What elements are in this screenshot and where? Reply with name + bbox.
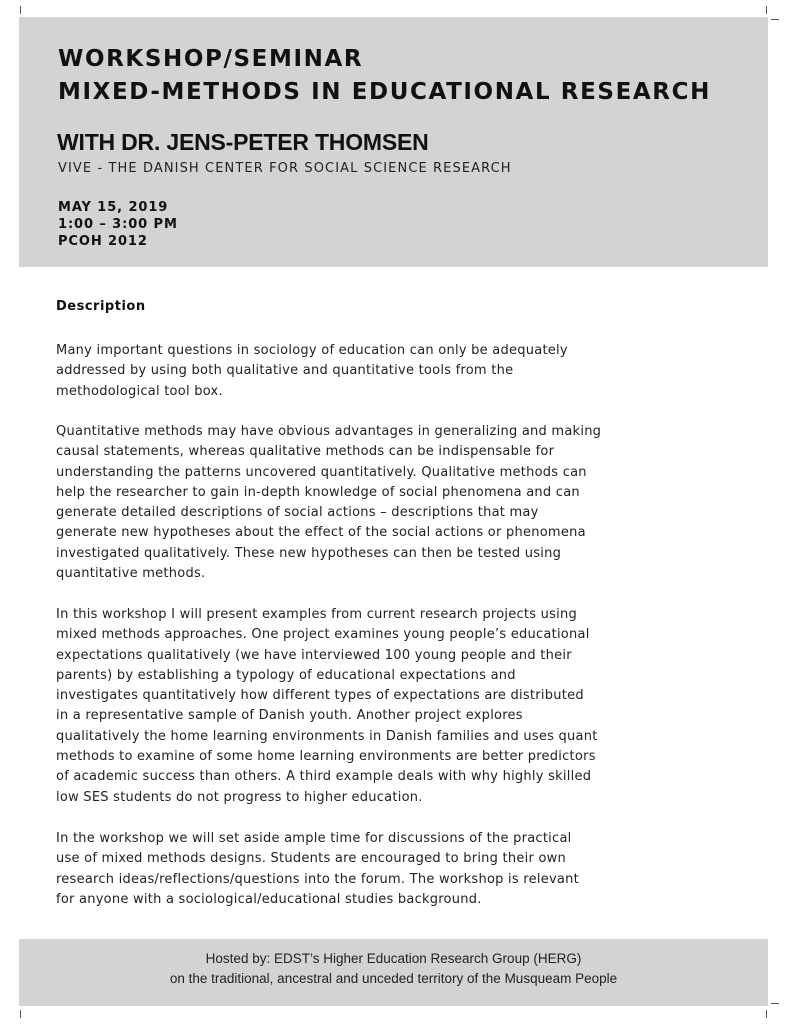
paragraph-line: Quantitative methods may have obvious advantages in generalizing and making [56, 424, 602, 439]
crop-mark-bottom-left [20, 1010, 21, 1018]
paragraph-line: understanding the patterns uncovered quantitatively. Qualitative methods can [56, 464, 587, 480]
paragraph-line: expectations qualitatively (we have interviewed 100 young people and their [56, 647, 572, 663]
paragraph-line: investigates quantitatively how different types of expectations are distributed [56, 688, 584, 704]
presenter-name: WITH DR. JENS-PETER THOMSEN [57, 129, 429, 155]
event-title [58, 43, 711, 109]
paragraph-line: parents) by establishing a typology of educational expectations and [56, 667, 516, 683]
paragraph-line: In this workshop I will present examples from current research projects using [56, 607, 578, 622]
description-heading: Description [56, 299, 146, 314]
description-paragraph-4 [56, 829, 579, 910]
event-title-line-1: WORKSHOP/SEMINAR [58, 46, 364, 72]
crop-mark-top-left [20, 6, 21, 14]
paragraph-line: low SES students do not progress to higher education. [56, 789, 423, 805]
event-title-line-2: MIXED-METHODS IN EDUCATIONAL RESEARCH [58, 79, 711, 105]
paragraph-line: quantitative methods. [56, 566, 206, 582]
presenter-organization: VIVE - THE DANISH CENTER FOR SOCIAL SCIENCE RESEARCH [58, 161, 512, 176]
event-details [58, 199, 178, 250]
event-time: 1:00 – 3:00 PM [58, 217, 178, 232]
paragraph-line: generate detailed descriptions of social actions – descriptions that may [56, 505, 539, 521]
crop-mark-right-lower [771, 1003, 779, 1004]
footer-host-line: Hosted by: EDST’s Higher Education Research Group (HERG) [205, 951, 582, 966]
paragraph-line: in a representative sample of Danish youth. Another project explores [56, 708, 523, 724]
paragraph-line: generate new hypotheses about the effect of the social actions or phenomena [56, 525, 586, 541]
footer-panel [19, 939, 768, 1006]
description-paragraph-2 [56, 422, 601, 584]
paragraph-line: mixed methods approaches. One project examines young people’s educational [56, 627, 590, 643]
paragraph-line: addressed by using both qualitative and quantitative tools from the [56, 363, 514, 379]
description-paragraph-1 [56, 341, 568, 402]
paragraph-line: use of mixed methods designs. Students are encouraged to bring their own [56, 851, 567, 867]
description-paragraph-3 [56, 605, 598, 808]
event-date: MAY 15, 2019 [58, 200, 169, 215]
paragraph-line: qualitatively the home learning environments in Danish families and uses quant [56, 728, 598, 744]
crop-mark-right-upper [771, 19, 779, 20]
paragraph-line: methodological tool box. [56, 383, 223, 399]
paragraph-line: In the workshop we will set aside ample time for discussions of the practical [56, 831, 572, 846]
paragraph-line: methods to examine of some home learning environments are better predictors [56, 749, 596, 765]
crop-mark-top-right [766, 6, 767, 14]
paragraph-line: causal statements, whereas qualitative methods can be indispensable for [56, 444, 555, 460]
paragraph-line: research ideas/reflections/questions into the forum. The workshop is relevant [56, 871, 579, 887]
paragraph-line: Many important questions in sociology of education can only be adequately [56, 343, 568, 358]
paragraph-line: of academic success than others. A third example deals with why highly skilled [56, 769, 592, 785]
paragraph-line: help the researcher to gain in-depth knowledge of social phenomena and can [56, 484, 580, 500]
header-panel [19, 17, 768, 267]
footer-territory-line: on the traditional, ancestral and unceded territory of the Musqueam People [169, 971, 618, 986]
crop-mark-bottom-right [766, 1010, 767, 1018]
paragraph-line: investigated qualitatively. These new hypotheses can then be tested using [56, 545, 562, 561]
paragraph-line: for anyone with a sociological/educational studies background. [56, 891, 482, 907]
event-location: PCOH 2012 [58, 234, 148, 249]
